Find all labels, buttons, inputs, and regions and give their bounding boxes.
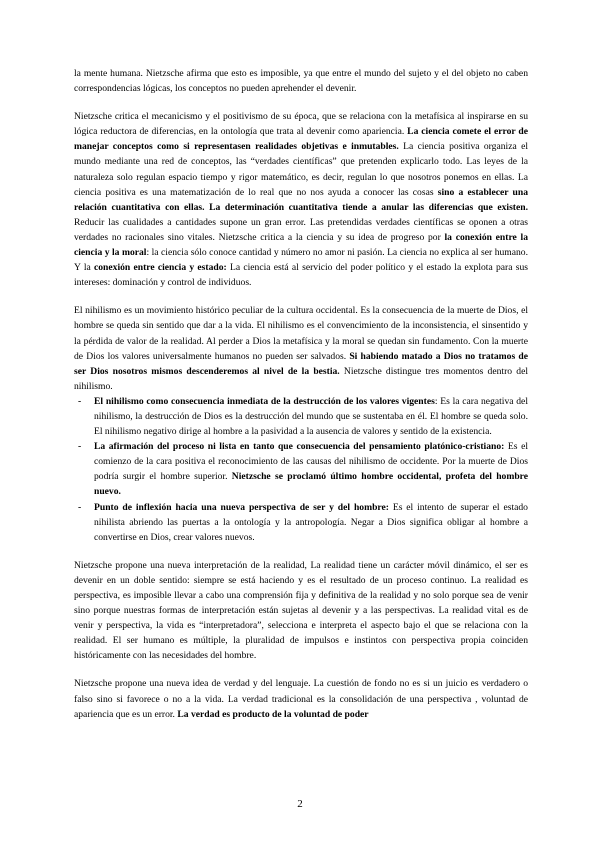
paragraph — [74, 558, 528, 664]
bold-text-run: El nihilismo como consecuencia inmediata de la destrucción de los valores vigentes — [94, 395, 435, 407]
text-run: la mente humana. Nietzsche afirma que esto es imposible, ya que entre el mundo del sujeto y el del objeto no caben correspondencias lógicas, los conceptos no pueden aprehender el devenir. — [74, 68, 528, 95]
bold-text-run: la conexión entre la ciencia y la moral — [74, 231, 529, 259]
paragraph — [74, 676, 528, 721]
list-item — [94, 439, 528, 499]
text-run: La ciencia positiva organiza el mundo mediante una red de conceptos, las “verdades científicas” que pretenden explicarlo todo. Las leyes de la naturaleza solo regulan espacio tiempo y rigor matemático, es decir, regulan lo que nosotros ponemos en ellas. La ciencia positiva es una matematización de lo real que no nos ayuda a conocer las cosas — [74, 141, 528, 198]
text-run: El nihilismo es un movimiento histórico peculiar de la cultura occidental. Es la consecuencia de la muerte de Dios, el hombre se queda sin sentido que dar a la vida. El nihilismo es el convencimiento de la inconsistencia, el sinsentido y la pérdida de valor de la realidad. Al perder a Dios la metafísica y la moral se quedan sin fundamento. Con la muerte de Dios los valores universalmente humanos no pueden ser salvados. — [74, 305, 528, 362]
bold-text-run: Punto de inflexión hacia una nueva perspectiva de ser y del hombre: — [94, 501, 389, 513]
text-run: Nietzsche propone una nueva interpretación de la realidad, La realidad tiene un carácter móvil dinámico, el ser es devenir en un doble sentido: siempre se está haciendo y es el resultado de un proceso continuo. La realidad es perspectiva, es imposible llevar a cabo una comprensión fija y definitiva de la realidad y no solo porque sea de venir sino porque nuestras formas de interpretación están sujetas al devenir y a las perspectivas. La realidad vital es de venir y perspectiva, la vida es “interpretadora”, selecciona e interpreta el aspecto bajo el que se relaciona con la realidad. El ser humano es múltiple, la pluralidad de impulsos e instintos con perspectiva propia coinciden históricamente con las necesidades del hombre. — [74, 559, 528, 662]
paragraph — [74, 109, 528, 290]
bold-text-run: sino a establecer una relación cuantitativa con ellas. La determinación cuantitativa tiende a anular las diferencias que existen. — [74, 186, 528, 213]
nihilism-moments-list — [74, 394, 528, 545]
text-run: Nietzsche propone una nueva idea de verdad y del lenguaje. La cuestión de fondo no es si un juicio es verdadero o falso sino si favorece o no a la vida. La verdad tradicional es la consolidación de una perspectiva , voluntad de apariencia que es un error. — [74, 678, 528, 720]
bold-text-run: Si habiendo matado a Dios no tratamos de ser Dios nosotros mismos descenderemos al nivel de la bestia. — [74, 350, 528, 377]
list-item — [94, 500, 528, 545]
text-run: Es el intento de superar el estado nihilista abriendo las puertas a la ontología y la antropología. Negar a Dios significa obligar al hombre a convertirse en Dios, crear valores nuevos. — [94, 501, 528, 543]
bold-text-run: Nietzsche se proclamó último hombre occidental, profeta del hombre nuevo. — [94, 471, 529, 498]
page-number: 2 — [297, 798, 303, 810]
bold-text-run: La verdad es producto de la voluntad de poder — [177, 708, 369, 720]
bold-text-run: La ciencia comete el error de manejar conceptos como si representasen realidades objetivas e inmutables. — [74, 126, 528, 153]
text-run: : Es la cara negativa del nihilismo, la destrucción de Dios es la destrucción del mundo que se sustentaba en él. El hombre se queda solo. El nihilismo negativo dirige al hombre a la pasividad a la ausencia de valores y sentido de la existencia. — [94, 395, 528, 438]
text-run: Es el comienzo de la cara positiva el reconocimiento de las causas del nihilismo de occidente. Por la muerte de Dios podría surgir el hombre superior. — [94, 441, 528, 483]
list-item — [94, 394, 528, 439]
text-run: : la ciencia sólo conoce cantidad y número no amor ni pasión. La ciencia no explica al ser humano. Y la — [74, 247, 528, 274]
document-body — [74, 66, 528, 735]
text-run: Nietzsche critica el mecanicismo y el positivismo de su época, que se relaciona con la metafísica al inspirarse en su lógica reductora de diferencias, en la ontología que trata al devenir como apariencia. — [74, 111, 528, 138]
text-run: Reducir las cualidades a cantidades supone un gran error. Las pretendidas verdades científicas se oponen a otras verdades no racionales sino vitales. Nietzsche critica a la ciencia y su idea de progreso por — [74, 216, 528, 243]
bold-text-run: conexión entre ciencia y estado: — [94, 262, 227, 274]
bold-text-run: La afirmación del proceso ni lista en tanto que consecuencia del pensamiento platónico-cristiano: — [94, 441, 505, 453]
text-run: La ciencia está al servicio del poder político y el estado la explota para sus intereses: dominación y control de individuos. — [74, 262, 528, 289]
paragraph — [74, 66, 528, 96]
text-run: Nietzsche distingue tres momentos dentro del nihilismo. — [74, 365, 528, 392]
paragraph — [74, 303, 528, 394]
